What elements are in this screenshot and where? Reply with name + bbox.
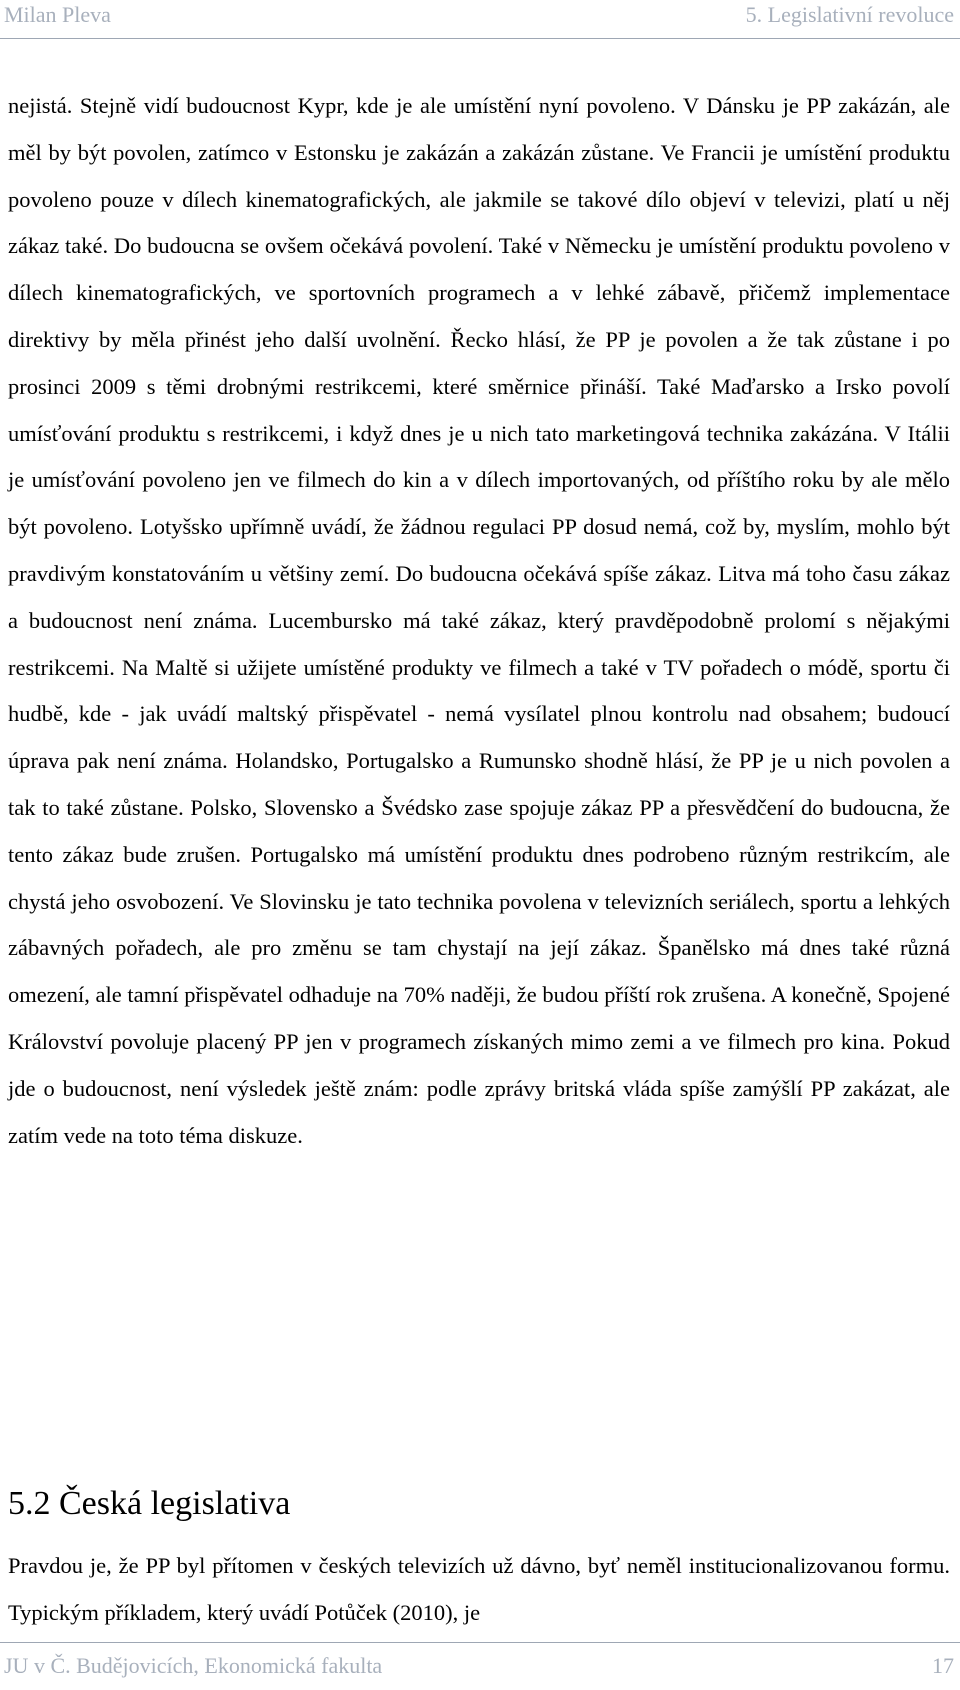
body-paragraph: nejistá. Stejně vidí budoucnost Kypr, kde je ale umístění nyní povoleno. V Dánsku je PP zakázán, ale měl by být povolen, zatímco v Estonsku je zakázán a zakázán zůstane. Ve Francii je umístění produktu povoleno pouze v dílech kinematografických, ale jakmile se takové dílo objeví v televizi, platí u něj zákaz také. Do budoucna se ovšem očekává povolení. Také v Německu je umístění produktu povoleno v dílech kinematografických, ve sportovních programech a v lehké zábavě, přičemž implementace direktivy by měla přinést jeho další uvolnění. Řecko hlásí, že PP je povolen a že tak zůstane i po prosinci 2009 s těmi drobnými restrikcemi, které směrnice přináší. Také Maďarsko a Irsko povolí umísťování produktu s restrikcemi, i když dnes je u nich tato marketingová technika zakázána. V Itálii je umísťování povoleno jen ve filmech do kin a v dílech importovaných, od příštího roku by ale mělo být povoleno. Lotyšsko upřímně uvádí, že žádnou regulaci PP dosud nemá, což by, myslím, mohlo být pravdivým konstatováním u většiny zemí. Do budoucna očekává spíše zákaz. Litva má toho času zákaz a budoucnost není známa. Lucembursko má také zákaz, který pravděpodobně prolomí s nějakými restrikcemi. Na Maltě si užijete umístěné produkty ve filmech a také v TV pořadech o módě, sportu či hudbě, kde - jak uvádí maltský přispěvatel - nemá vysílatel plnou kontrolu nad obsahem; budoucí úprava pak není známa. Holandsko, Portugalsko a Rumunsko shodně hlásí, že PP je u nich povolen a tak to také zůstane. Polsko, Slovensko a Švédsko zase spojuje zákaz PP a přesvědčení do budoucna, že tento zákaz bude zrušen. Portugalsko má umístění produktu dnes podrobeno různým restrikcím, ale chystá jeho osvobození. Ve Slovinsku je tato technika povolena v televizních seriálech, sportu a lehkých zábavných pořadech, ale pro změnu se tam chystají na její zákaz. Španělsko má dnes také různá omezení, ale tamní přispěvatel odhaduje na 70% naději, že budou příští rok zrušena. A konečně, Spojené Království povoluje placený PP jen v programech získaných mimo zemi a ve filmech pro kina. Pokud jde o budoucnost, není výsledek ještě znám: podle zprávy britská vláda spíše zamýšlí PP zakázat, ale zatím vede na toto téma diskuze.: [8, 93, 950, 1148]
body-paragraph-2: Pravdou je, že PP byl přítomen v českých televizích už dávno, byť neměl institucionalizovanou formu. Typickým příkladem, který uvádí Potůček (2010), je: [8, 1553, 950, 1625]
header-chapter: 5. Legislativní revoluce: [745, 2, 954, 27]
page-number: 17: [932, 1653, 954, 1678]
section-heading: 5.2 Česká legislativa: [8, 1485, 291, 1522]
page-footer: [0, 1642, 960, 1690]
header-author: Milan Pleva: [4, 2, 111, 27]
page-header: [0, 0, 960, 39]
footer-institution: JU v Č. Budějovicích, Ekonomická fakulta: [4, 1653, 383, 1678]
